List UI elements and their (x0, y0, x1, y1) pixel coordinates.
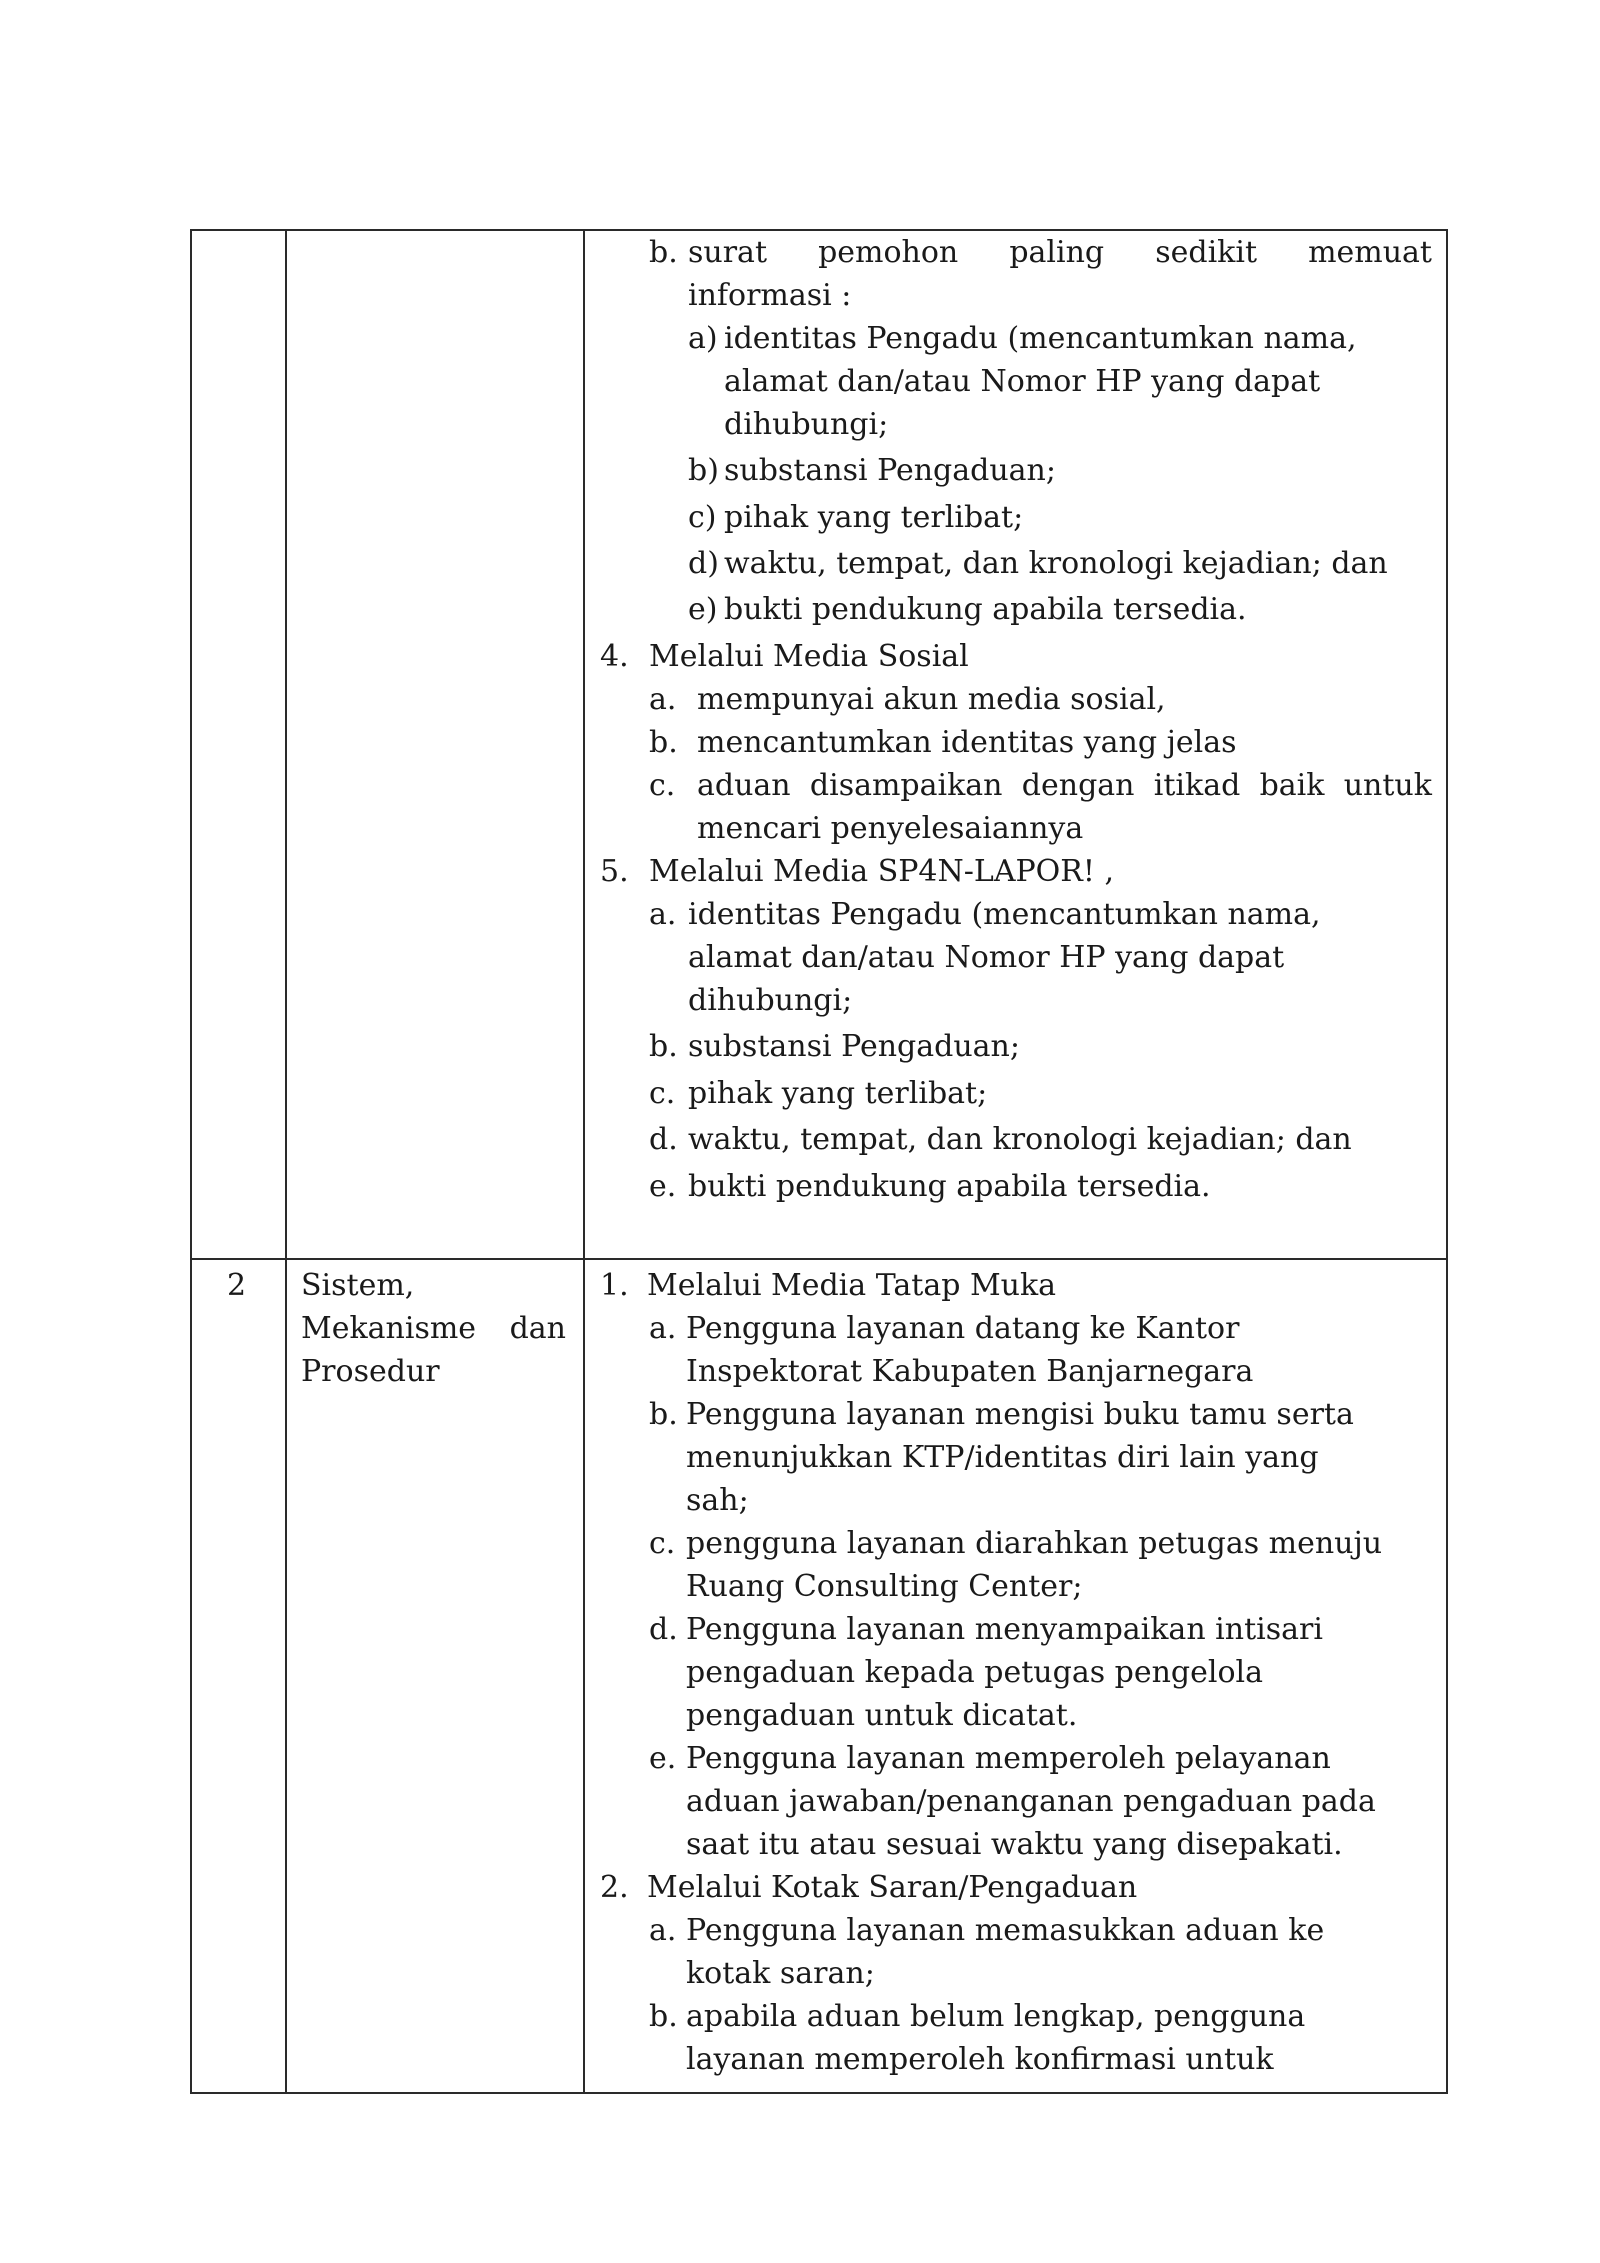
list-marker: a. (649, 682, 677, 717)
list-item-text: alamat dan/atau Nomor HP yang dapat (724, 364, 1321, 399)
row-label-justified (301, 1307, 566, 1351)
list-item-text: Inspektorat Kabupaten Banjarnegara (686, 1354, 1254, 1389)
list-item-text: bukti pendukung apabila tersedia. (724, 592, 1247, 627)
list-item-text: identitas Pengadu (mencantumkan nama, (724, 321, 1357, 356)
word: disampaikan (809, 768, 1003, 803)
section-marker: 2. (600, 1870, 629, 1905)
section-title: Melalui Media Sosial (649, 639, 969, 674)
list-marker: a. (649, 897, 677, 932)
list-item-text: waktu, tempat, dan kronologi kejadian; dan (724, 546, 1388, 581)
list-item-justified (688, 231, 1432, 275)
list-marker: c) (688, 500, 717, 535)
list-marker: b. (649, 725, 678, 760)
list-item-text: pihak yang terlibat; (724, 500, 1024, 535)
section-title: Melalui Media SP4N-LAPOR! , (649, 854, 1114, 889)
list-item-text: Pengguna layanan datang ke Kantor (686, 1311, 1240, 1346)
word: Mekanisme (301, 1311, 477, 1346)
row-label: Prosedur (301, 1354, 440, 1389)
list-marker: e. (649, 1741, 677, 1776)
word: itikad (1153, 768, 1241, 803)
list-item-text: mencari penyelesaiannya (697, 811, 1084, 846)
word: surat (688, 235, 767, 270)
list-item-text: pengaduan kepada petugas pengelola (686, 1655, 1264, 1690)
list-item-text: kotak saran; (686, 1956, 875, 1991)
document-table (190, 229, 1448, 2094)
row-number: 2 (227, 1268, 247, 1303)
list-item-text: identitas Pengadu (mencantumkan nama, (688, 897, 1321, 932)
list-marker: a. (649, 1913, 677, 1948)
column-divider (285, 231, 287, 2092)
list-marker: b. (649, 235, 678, 270)
list-item-text: menunjukkan KTP/identitas diri lain yang (686, 1440, 1319, 1475)
list-marker: e. (649, 1169, 677, 1204)
word: dengan (1021, 768, 1135, 803)
list-marker: a. (649, 1311, 677, 1346)
list-marker: b. (649, 1999, 678, 2034)
list-marker: b. (649, 1029, 678, 1064)
list-item-text: Pengguna layanan menyampaikan intisari (686, 1612, 1323, 1647)
word: aduan (697, 768, 791, 803)
section-title: Melalui Media Tatap Muka (647, 1268, 1057, 1303)
list-item-text: pengguna layanan diarahkan petugas menuju (686, 1526, 1383, 1561)
section-marker: 4. (600, 639, 629, 674)
list-item-text: dihubungi; (724, 407, 889, 442)
list-item-justified (697, 764, 1432, 808)
word: pemohon (818, 235, 959, 270)
word: dan (509, 1311, 566, 1346)
list-item-text: pengaduan untuk dicatat. (686, 1698, 1078, 1733)
list-item-text: Pengguna layanan mengisi buku tamu serta (686, 1397, 1354, 1432)
list-marker: d. (649, 1122, 678, 1157)
row-label: Sistem, (301, 1268, 415, 1303)
word: baik (1259, 768, 1325, 803)
list-item-text: apabila aduan belum lengkap, pengguna (686, 1999, 1306, 2034)
list-item-text: pihak yang terlibat; (688, 1076, 988, 1111)
list-marker: d) (688, 546, 719, 581)
list-item-text: waktu, tempat, dan kronologi kejadian; dan (688, 1122, 1352, 1157)
list-item-text: alamat dan/atau Nomor HP yang dapat (688, 940, 1285, 975)
list-item-text: bukti pendukung apabila tersedia. (688, 1169, 1211, 1204)
list-item-text: informasi : (688, 278, 852, 313)
word: paling (1009, 235, 1105, 270)
list-item-text: aduan jawaban/penanganan pengaduan pada (686, 1784, 1376, 1819)
list-item-text: mencantumkan identitas yang jelas (697, 725, 1237, 760)
column-divider (583, 231, 585, 2092)
list-marker: c. (649, 1076, 676, 1111)
list-marker: c. (649, 768, 676, 803)
word: untuk (1343, 768, 1432, 803)
section-marker: 1. (600, 1268, 629, 1303)
row-divider (192, 1258, 1446, 1260)
word: memuat (1308, 235, 1432, 270)
list-item-text: Ruang Consulting Center; (686, 1569, 1083, 1604)
list-item-text: saat itu atau sesuai waktu yang disepakati. (686, 1827, 1343, 1862)
list-item-text: sah; (686, 1483, 749, 1518)
section-title: Melalui Kotak Saran/Pengaduan (647, 1870, 1138, 1905)
section-marker: 5. (600, 854, 629, 889)
list-marker: b. (649, 1397, 678, 1432)
list-item-text: Pengguna layanan memperoleh pelayanan (686, 1741, 1331, 1776)
list-marker: b) (688, 453, 719, 488)
list-marker: c. (649, 1526, 676, 1561)
list-item-text: substansi Pengaduan; (724, 453, 1056, 488)
list-marker: d. (649, 1612, 678, 1647)
word: sedikit (1155, 235, 1257, 270)
list-marker: e) (688, 592, 718, 627)
list-item-text: layanan memperoleh konfirmasi untuk (686, 2042, 1274, 2077)
list-item-text: substansi Pengaduan; (688, 1029, 1020, 1064)
list-item-text: Pengguna layanan memasukkan aduan ke (686, 1913, 1325, 1948)
list-marker: a) (688, 321, 718, 356)
list-item-text: mempunyai akun media sosial, (697, 682, 1166, 717)
list-item-text: dihubungi; (688, 983, 853, 1018)
